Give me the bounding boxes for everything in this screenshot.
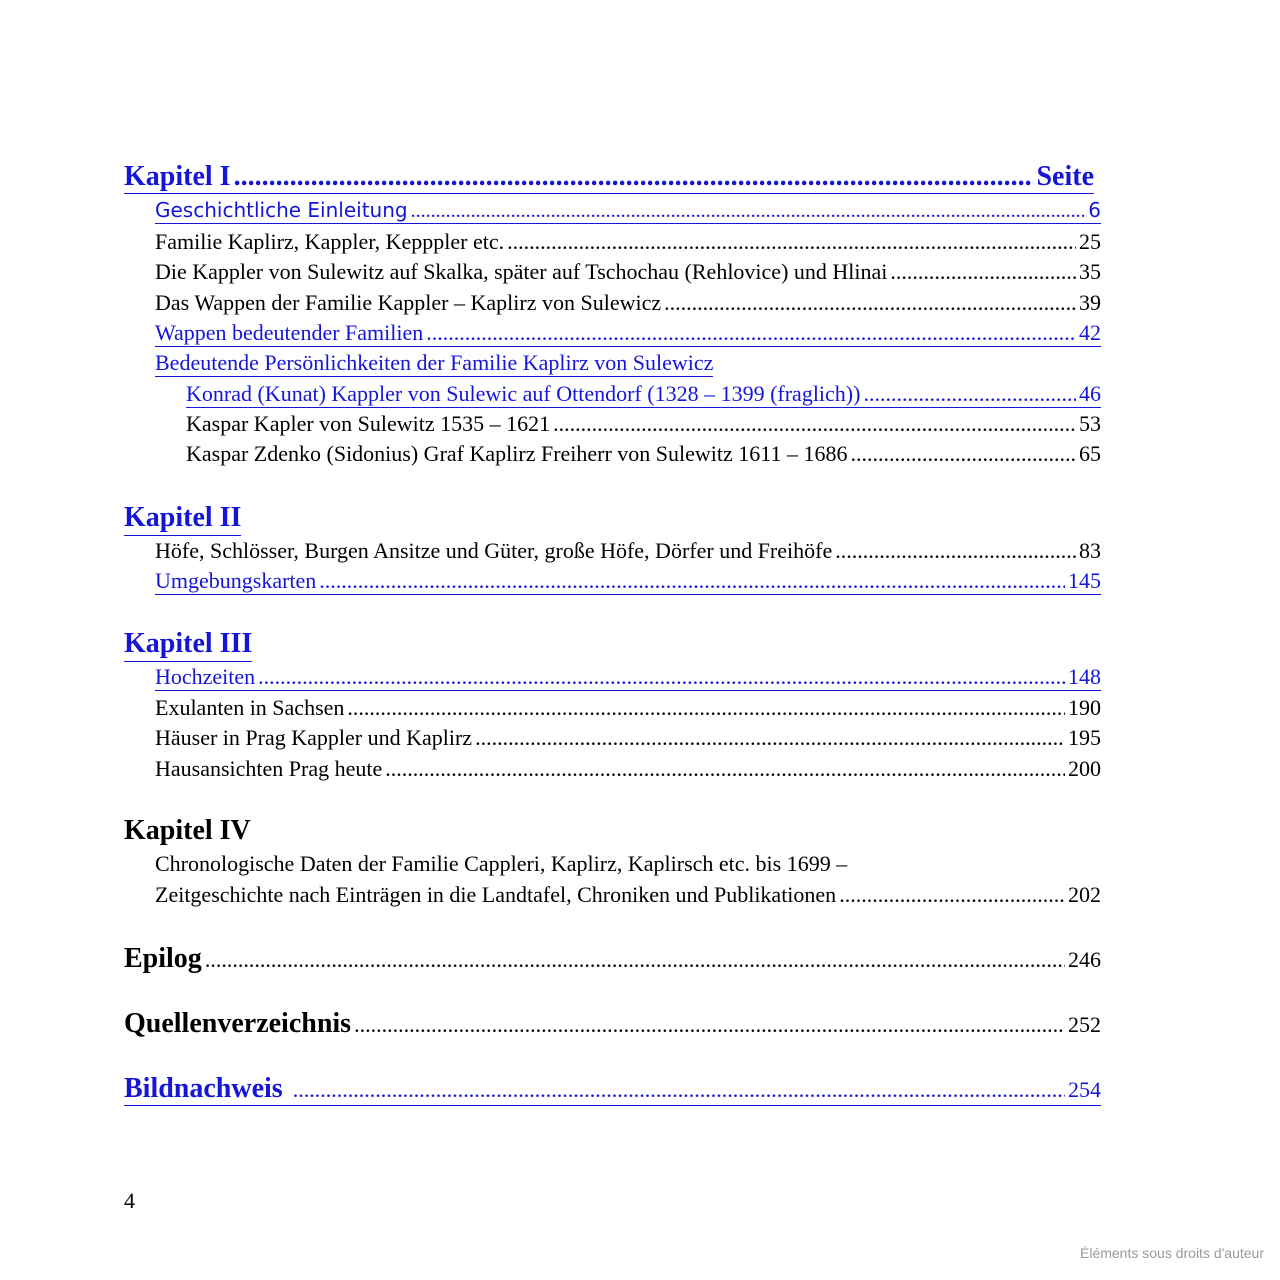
leader-dots xyxy=(850,441,1076,467)
leader-dots xyxy=(319,568,1065,594)
toc-entry-title: Bedeutende Persönlichkeiten der Familie Kaplirz von Sulewicz xyxy=(155,350,714,375)
toc-entry-page: 200 xyxy=(1068,756,1101,781)
epilog-heading: Epilog xyxy=(124,943,202,974)
toc-entry-page: 53 xyxy=(1079,411,1101,436)
toc-entry-page: 35 xyxy=(1079,259,1101,284)
toc-subentry xyxy=(186,441,1101,467)
quellen-heading: Quellenverzeichnis xyxy=(124,1008,352,1039)
leader-dots xyxy=(234,161,1034,193)
toc-entry-page: 252 xyxy=(1068,1012,1101,1037)
toc-entry-link[interactable] xyxy=(155,568,1101,595)
toc-epilog xyxy=(124,943,1101,975)
leader-dots xyxy=(553,411,1076,437)
toc-entry xyxy=(155,259,1101,285)
leader-dots xyxy=(411,200,1086,223)
bildnachweis-heading: Bildnachweis xyxy=(124,1073,283,1104)
kapitel-2-heading: Kapitel II xyxy=(124,502,242,533)
toc-entry-title: Hochzeiten xyxy=(155,664,256,689)
toc-entry-page: 65 xyxy=(1079,441,1101,466)
leader-dots xyxy=(475,725,1065,751)
toc-subentry xyxy=(186,411,1101,437)
leader-dots xyxy=(839,882,1065,908)
kapitel-1-heading: Kapitel I xyxy=(124,161,231,192)
toc-subentry-link[interactable] xyxy=(186,381,1101,408)
seite-label: Seite xyxy=(1036,161,1094,192)
toc-bildnachweis-link[interactable] xyxy=(124,1073,1101,1106)
toc-entry-page: 46 xyxy=(1079,381,1101,406)
toc-entry-link[interactable] xyxy=(155,320,1101,347)
toc-entry-title: Geschichtliche Einleitung xyxy=(155,198,408,222)
toc-entry xyxy=(155,725,1101,751)
kapitel-4-heading: Kapitel IV xyxy=(124,815,251,846)
toc-entry-page: 246 xyxy=(1068,947,1101,972)
toc-entry-title: Konrad (Kunat) Kappler von Sulewic auf Ottendorf (1328 – 1399 (fraglich)) xyxy=(186,381,861,406)
kapitel-3-heading: Kapitel III xyxy=(124,628,253,659)
toc-kapitel-2-link[interactable] xyxy=(124,502,241,536)
toc-entry-page: 195 xyxy=(1068,725,1101,750)
leader-dots xyxy=(664,290,1076,316)
leader-dots xyxy=(426,320,1076,346)
leader-dots xyxy=(258,664,1065,690)
toc-entry-title: Das Wappen der Familie Kappler – Kaplirz von Sulewicz xyxy=(155,290,662,315)
toc-entry xyxy=(155,290,1101,316)
leader-dots xyxy=(347,695,1065,721)
leader-dots xyxy=(890,259,1076,285)
copyright-footer: Éléments sous droits d'auteur xyxy=(1080,1245,1264,1261)
toc-entry-title: Häuser in Prag Kappler und Kaplirz xyxy=(155,725,473,750)
leader-dots xyxy=(385,756,1065,782)
toc-entry-line-1: Chronologische Daten der Familie Cappleri, Kaplirz, Kaplirsch etc. bis 1699 – xyxy=(155,851,848,876)
toc-entry-title: Exulanten in Sachsen xyxy=(155,695,345,720)
toc-kapitel-1-link[interactable] xyxy=(124,161,1094,194)
toc-entry-title: Zeitgeschichte nach Einträgen in die Landtafel, Chroniken und Publikationen xyxy=(155,882,837,907)
toc-entry-title: Höfe, Schlösser, Burgen Ansitze und Güter, große Höfe, Dörfer und Freihöfe xyxy=(155,538,833,563)
toc-entry-title: Kaspar Kapler von Sulewitz 1535 – 1621 xyxy=(186,411,551,436)
toc-entry-page: 25 xyxy=(1079,229,1101,254)
page-number: 4 xyxy=(124,1188,135,1213)
toc-entry-page: 83 xyxy=(1079,538,1101,563)
toc-entry-page: 254 xyxy=(1068,1077,1101,1102)
toc-entry xyxy=(155,756,1101,782)
leader-dots xyxy=(293,1077,1065,1103)
toc-entry xyxy=(155,882,1101,908)
toc-entry-link[interactable] xyxy=(155,198,1101,224)
toc-entry-title: Hausansichten Prag heute xyxy=(155,756,383,781)
leader-dots xyxy=(835,538,1076,564)
toc-quellen xyxy=(124,1008,1101,1040)
toc-entry-page: 42 xyxy=(1079,320,1101,345)
toc-entry xyxy=(155,229,1101,255)
toc-entry-page: 190 xyxy=(1068,695,1101,720)
toc-entry xyxy=(155,695,1101,721)
leader-dots xyxy=(863,381,1076,407)
toc-entry-page: 202 xyxy=(1068,882,1101,907)
toc-entry-page: 6 xyxy=(1088,198,1101,222)
toc-entry-page: 145 xyxy=(1068,568,1101,593)
toc-entry xyxy=(155,538,1101,564)
toc-entry-page: 148 xyxy=(1068,664,1101,689)
toc-entry-title: Wappen bedeutender Familien xyxy=(155,320,424,345)
toc-entry-link[interactable] xyxy=(155,350,713,377)
leader-dots xyxy=(205,947,1065,973)
leader-dots xyxy=(354,1012,1065,1038)
toc-entry-page: 39 xyxy=(1079,290,1101,315)
toc-entry-title: Kaspar Zdenko (Sidonius) Graf Kaplirz Freiherr von Sulewitz 1611 – 1686 xyxy=(186,441,848,466)
toc-kapitel-3-link[interactable] xyxy=(124,628,252,662)
toc-entry-title: Umgebungskarten xyxy=(155,568,317,593)
toc-entry-title: Familie Kaplirz, Kappler, Kepppler etc. xyxy=(155,229,505,254)
toc-entry-link[interactable] xyxy=(155,664,1101,691)
toc-entry-title: Die Kappler von Sulewitz auf Skalka, später auf Tschochau (Rehlovice) und Hlinai xyxy=(155,259,888,284)
leader-dots xyxy=(507,229,1076,255)
